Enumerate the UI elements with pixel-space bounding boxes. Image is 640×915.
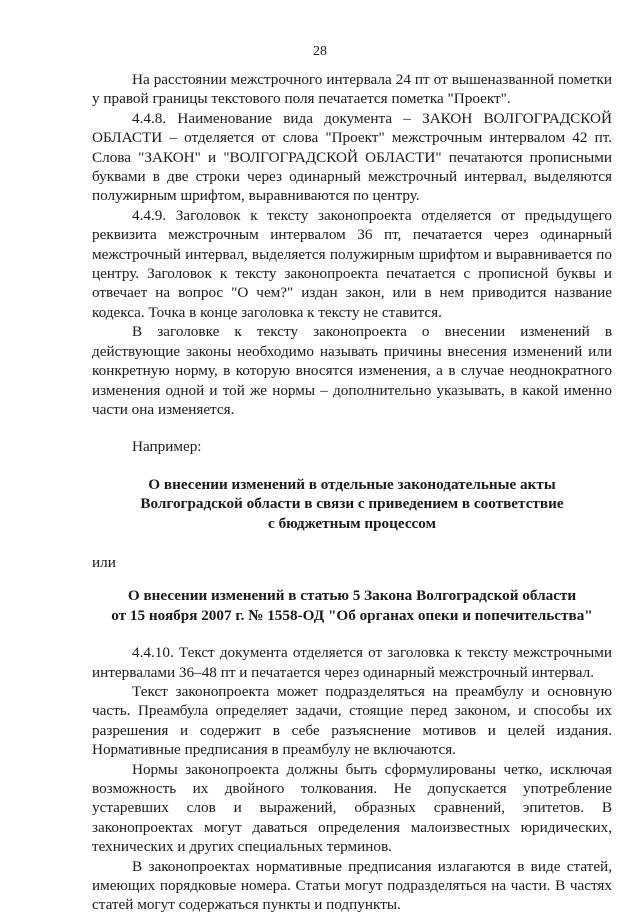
document-body	[92, 70, 612, 915]
paragraph-4-4-10: 4.4.10. Текст документа отделяется от заголовка к тексту межстрочными интервалами 36–48 пт и печатается через одинарный межстрочный интервал.	[92, 644, 612, 681]
paragraph-4-4-9: 4.4.9. Заголовок к тексту законопроекта отделяется от предыдущего реквизита межстрочным интервалом 36 пт, печатается через одинарный межстрочный интервал, выделяется полужирным шрифтом и выравнивается по центру. Заголовок к тексту законопроекта печатается с прописной буквы и отвечает на вопрос "О чем?" издан закон, или в нем приводится название кодекса. Точка в конце заголовка к тексту не ставится.	[92, 206, 612, 321]
paragraph-4-4-8: 4.4.8. Наименование вида документа – ЗАКОН ВОЛГОГРАДСКОЙ ОБЛАСТИ – отделяется от слова "Проект" межстрочным интервалом 42 пт. Слова "ЗАКОН" и "ВОЛГОГРАДСКОЙ ОБЛАСТИ" печатаются прописными буквами в две строки через одинарный межстрочный интервал, выделяются полужирным шрифтом, выравниваются по центру.	[92, 109, 612, 205]
example-label: Например:	[132, 438, 202, 456]
example-heading-2-line-1: О внесении изменений в статью 5 Закона Волгоградской области	[127, 587, 577, 605]
page-number: 28	[313, 44, 327, 59]
example-heading-1-line-2: Волгоградской области в связи с приведением в соответствие	[140, 495, 564, 513]
example-heading-1-line-3: с бюджетным процессом	[268, 514, 436, 532]
example-heading-1-line-1: О внесении изменений в отдельные законодательные акты	[148, 475, 556, 493]
paragraph-articles: В законопроектах нормативные предписания излагаются в виде статей, имеющих порядковые номера. Статьи могут подразделяться на части. В частях статей могут содержаться пункты и подпункты.	[92, 857, 612, 914]
example-heading-2-line-2: от 15 ноября 2007 г. № 1558-ОД "Об органах опеки и попечительства"	[111, 606, 593, 624]
paragraph-amendments: В заголовке к тексту законопроекта о внесении изменений в действующие законы необходимо называть причины внесения изменений или конкретную норму, в которую вносятся изменения, а в случае неоднократного изменения одной и той же нормы – дополнительно указывать, в какой именно части она изменяется.	[92, 323, 612, 418]
paragraph-preamble: Текст законопроекта может подразделяться на преамбулу и основную часть. Преамбула определяет задачи, стоящие перед законом, и способы их разрешения и содержит в себе разъяснение мотивов и целей издания. Нормативные предписания в преамбулу не включаются.	[92, 682, 612, 759]
paragraph-norms: Нормы законопроекта должны быть сформулированы четко, исключая возможность их двойного толкования. Не допускается употребление устаревших слов и выражений, образных сравнений, эпитетов. В законопроектах могут даваться определения малоизвестных юридических, технических и других специальных терминов.	[92, 760, 612, 856]
paragraph-proekt-mark: На расстоянии межстрочного интервала 24 пт от вышеназванной пометки у правой границы текстового поля печатается пометка "Проект".	[92, 71, 612, 108]
or-label: или	[92, 553, 116, 571]
